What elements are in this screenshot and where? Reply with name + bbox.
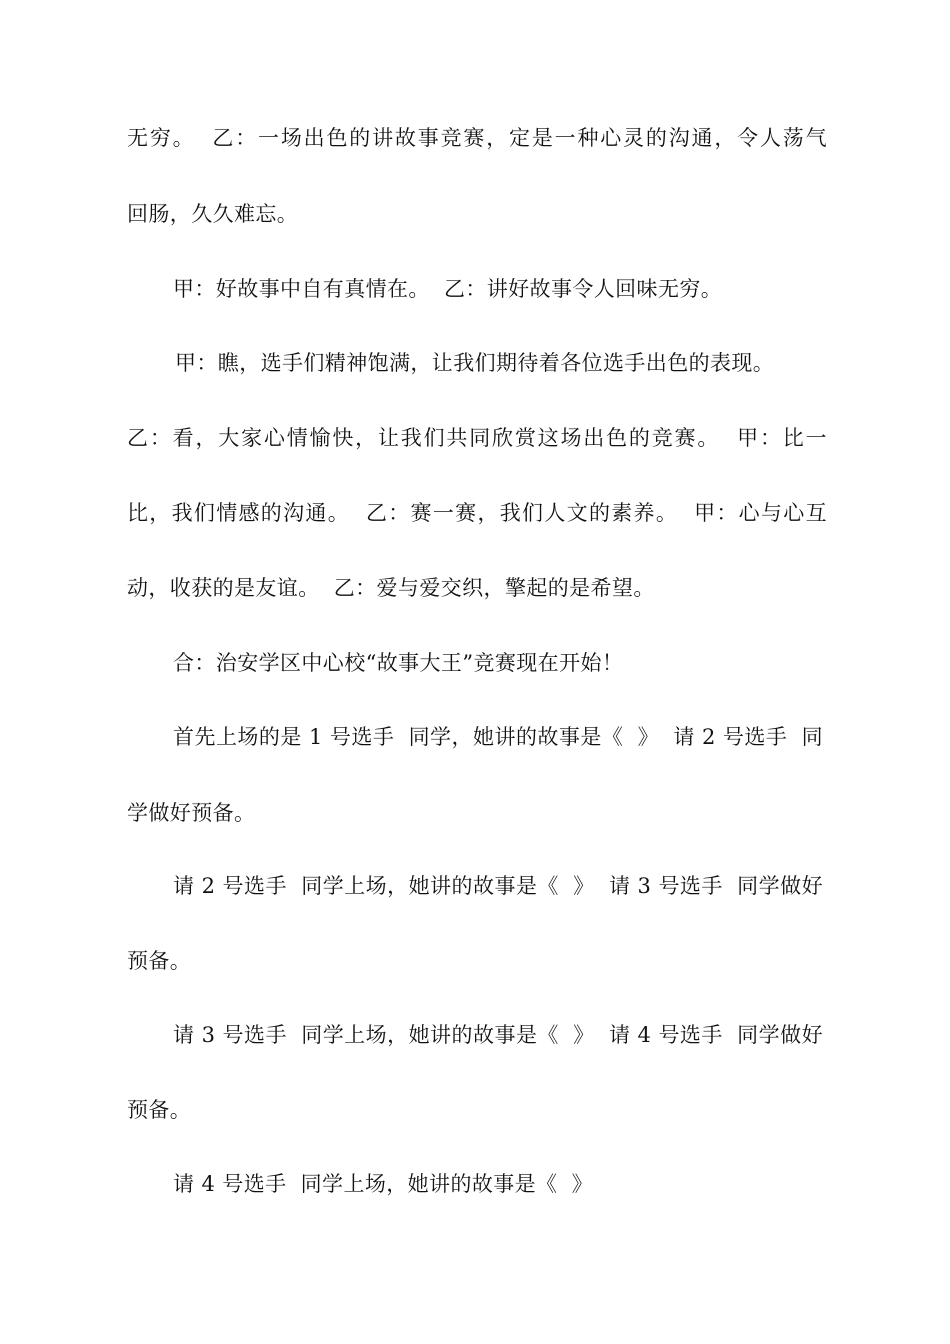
text-line: 甲：瞧，选手们精神饱满，让我们期待着各位选手出色的表现。 <box>175 351 775 375</box>
text-line: 合：治安学区中心校“故事大王”竞赛现在开始！ <box>173 651 624 675</box>
text-line: 请 4 号选手 同学上场，她讲的故事是《 》 <box>173 1172 594 1196</box>
text-line: 预备。 <box>127 1098 192 1122</box>
text-line: 首先上场的是 1 号选手 同学，她讲的故事是《 》 请 2 号选手 同 <box>173 725 823 749</box>
text-line: 学做好预备。 <box>127 801 256 825</box>
text-line: 无穷。 乙：一场出色的讲故事竞赛，定是一种心灵的沟通，令人荡气 <box>127 126 827 150</box>
text-line: 回肠，久久难忘。 <box>127 202 299 226</box>
text-line: 动，收获的是友谊。 乙：爱与爱交织，擎起的是希望。 <box>127 576 655 600</box>
text-line: 请 2 号选手 同学上场，她讲的故事是《 》 请 3 号选手 同学做好 <box>173 874 823 898</box>
text-line: 比，我们情感的沟通。 乙：赛一赛，我们人文的素养。 甲：心与心互 <box>127 501 827 525</box>
text-line: 乙：看，大家心情愉快，让我们共同欣赏这场出色的竞赛。 甲：比一 <box>127 426 827 450</box>
text-line: 预备。 <box>127 949 192 973</box>
text-line: 请 3 号选手 同学上场，她讲的故事是《 》 请 4 号选手 同学做好 <box>173 1023 823 1047</box>
text-line: 甲：好故事中自有真情在。 乙：讲好故事令人回味无穷。 <box>173 277 723 301</box>
